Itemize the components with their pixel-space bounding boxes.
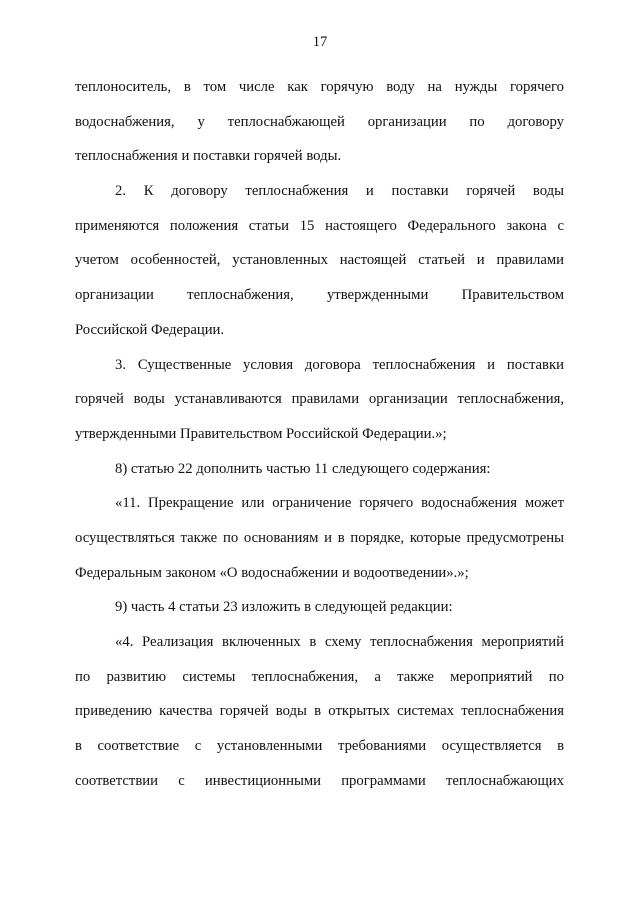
text-line: приведению качества горячей воды в открытых системах теплоснабжения: [75, 703, 564, 720]
text-line: Федеральным законом «О водоснабжении и водоотведении».»;: [75, 564, 469, 581]
text-line: применяются положения статьи 15 настоящего Федерального закона с: [75, 217, 564, 234]
text-line: теплоснабжения и поставки горячей воды.: [75, 148, 342, 165]
text-line: соответствии с инвестиционными программами теплоснабжающих: [75, 772, 564, 789]
text-line: теплоноситель, в том числе как горячую воду на нужды горячего: [75, 79, 564, 95]
text-line: осуществляться также по основаниям и в порядке, которые предусмотрены: [75, 529, 564, 546]
text-line: в соответствие с установленными требованиями осуществляется в: [75, 738, 564, 755]
text-line: 8) статью 22 дополнить частью 11 следующего содержания:: [115, 460, 491, 477]
text-line: 2. К договору теплоснабжения и поставки горячей воды: [115, 183, 564, 200]
text-line: по развитию системы теплоснабжения, а также мероприятий по: [75, 668, 564, 685]
text-line: горячей воды устанавливаются правилами организации теплоснабжения,: [75, 391, 564, 408]
text-line: 3. Существенные условия договора теплоснабжения и поставки: [115, 356, 564, 373]
text-line: водоснабжения, у теплоснабжающей организации по договору: [75, 113, 564, 130]
text-line: «11. Прекращение или ограничение горячего водоснабжения может: [115, 495, 564, 512]
text-line: организации теплоснабжения, утвержденными Правительством: [75, 287, 564, 304]
text-line: «4. Реализация включенных в схему теплоснабжения мероприятий: [115, 634, 564, 650]
text-line: учетом особенностей, установленных настоящей статьей и правилами: [75, 252, 564, 269]
text-line: 9) часть 4 статьи 23 изложить в следующей редакции:: [115, 599, 453, 616]
page-number: 17: [312, 34, 328, 50]
document-body: [75, 70, 564, 798]
text-line: Российской Федерации.: [75, 321, 225, 338]
text-line: утвержденными Правительством Российской Федерации.»;: [75, 425, 447, 442]
